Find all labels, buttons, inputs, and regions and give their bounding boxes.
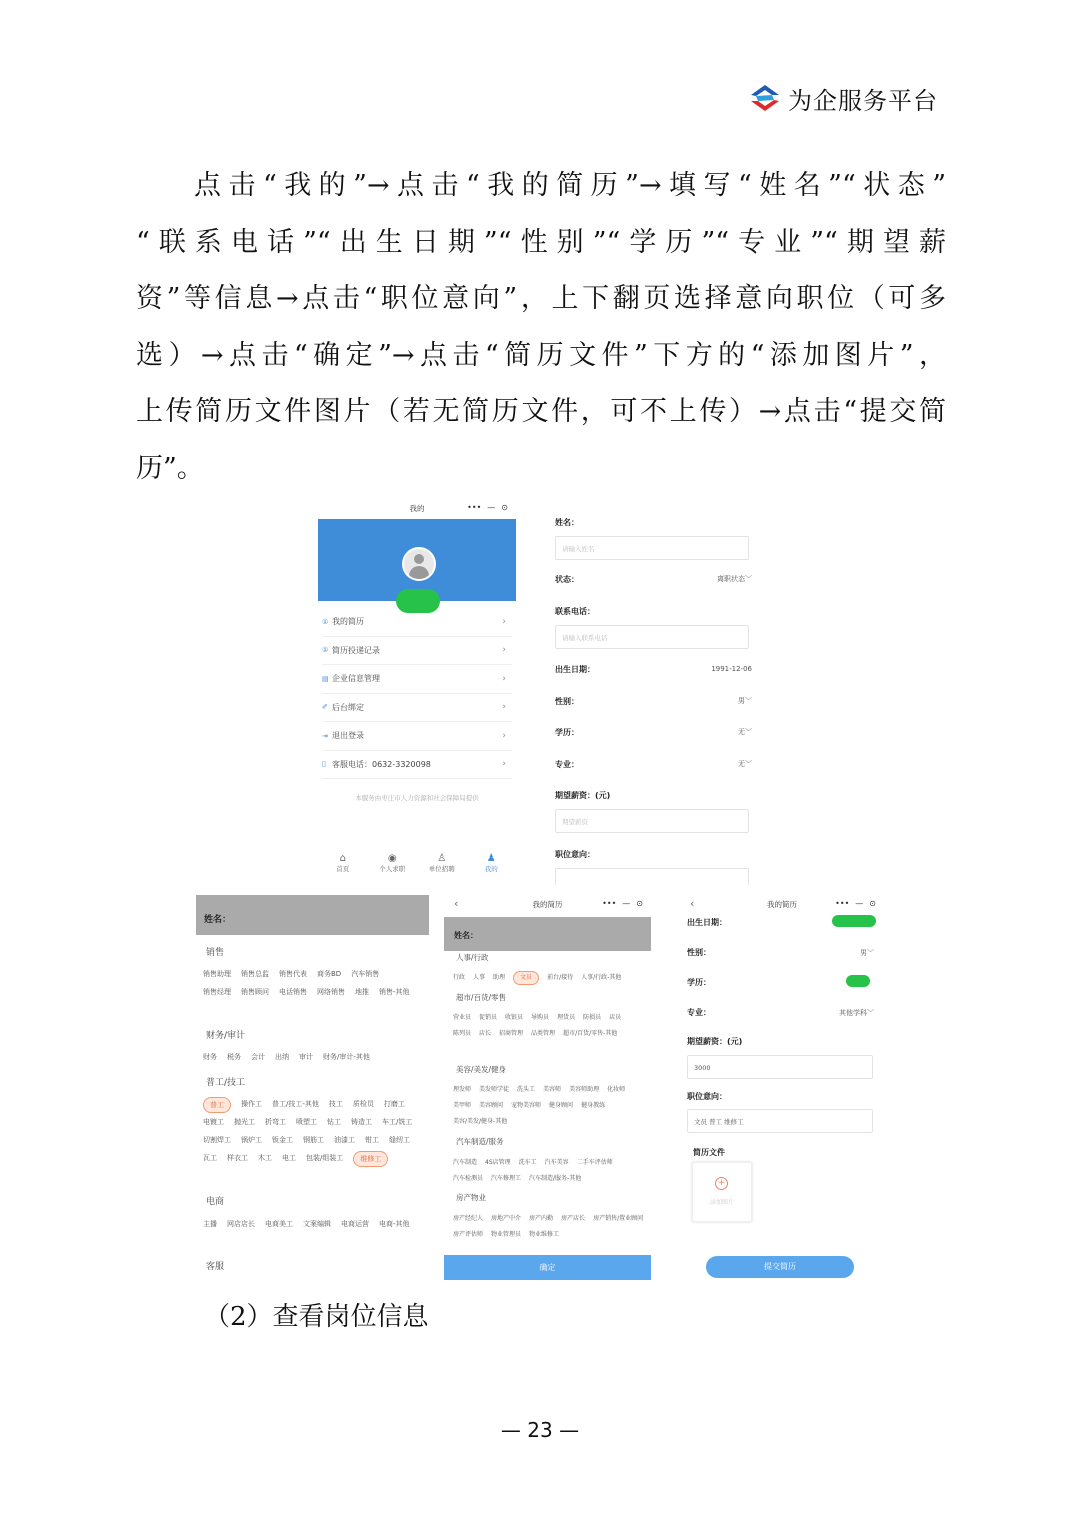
info-icon: ①	[322, 646, 329, 655]
education-select[interactable]	[738, 727, 752, 737]
category-title: 超市/百货/零售	[456, 993, 507, 1002]
chip-group-realestate	[453, 1211, 651, 1243]
job-chip[interactable]: 健身顾问	[549, 1102, 574, 1109]
job-chip[interactable]: 人事/行政-其他	[581, 974, 622, 981]
job-chip[interactable]: 房产店长	[561, 1215, 586, 1222]
tab-mine[interactable]	[469, 853, 514, 873]
category-title: 美容/美发/健身	[456, 1065, 507, 1074]
job-chip[interactable]: 陈列员	[453, 1030, 472, 1037]
screen-title: 我的简历	[767, 899, 797, 909]
menu-item-label: 简历投递记录	[332, 645, 380, 655]
job-chip[interactable]: 店员	[609, 1014, 622, 1021]
major-select[interactable]	[738, 759, 752, 769]
close-icon[interactable]: ⊙	[636, 899, 643, 908]
job-chip[interactable]: 房产评估师	[453, 1231, 484, 1238]
job-chip[interactable]: 销售经理	[203, 988, 231, 996]
gender-value: 男	[738, 697, 745, 705]
job-chip[interactable]: 商务BD	[317, 970, 342, 978]
chip-group-ecommerce	[203, 1215, 423, 1233]
menu-item-service-phone[interactable]	[322, 751, 512, 780]
category-title: 客服	[206, 1262, 225, 1272]
chevron-down-icon: ﹀	[745, 697, 752, 705]
users-icon: ♙	[437, 853, 447, 864]
screen-mine	[318, 499, 516, 881]
job-chip[interactable]: 销售助理	[203, 970, 231, 978]
status-label: 状态：	[555, 575, 579, 584]
add-image-label: 添加图片	[709, 1199, 734, 1206]
tab-label: 首页	[336, 865, 350, 873]
chevron-right-icon: ›	[502, 702, 506, 713]
chip-group-beauty	[453, 1082, 651, 1130]
paragraph-line: 点击“我的”→点击“我的简历”→填写“姓名”“状态”	[194, 170, 946, 201]
overlay-header	[444, 917, 651, 951]
gender-label: 性别：	[555, 697, 579, 706]
minimize-icon[interactable]: —	[622, 899, 631, 908]
job-chip[interactable]: 美发师学徒	[479, 1086, 510, 1093]
job-chip[interactable]: 汽车修理工	[491, 1175, 522, 1182]
salary-input[interactable]: 期望薪资	[555, 809, 749, 833]
confirm-button[interactable]: 确定	[444, 1255, 651, 1280]
job-chip[interactable]: 电话销售	[279, 988, 307, 996]
job-chip[interactable]: 钳工	[365, 1136, 379, 1144]
document-icon: ▤	[322, 674, 329, 683]
job-chip[interactable]: 打磨工	[383, 1100, 405, 1108]
job-chip[interactable]: 操作工	[241, 1100, 262, 1108]
menu-item-label: 我的简历	[332, 617, 364, 627]
minimize-icon[interactable]: —	[855, 899, 864, 908]
chip-group-finance	[203, 1048, 423, 1066]
paragraph-line: 历”。	[136, 452, 204, 484]
screen-job-intent-2	[444, 895, 651, 1280]
job-chip[interactable]: 招商管理	[499, 1030, 524, 1037]
instruction-paragraph	[136, 158, 946, 497]
job-chip[interactable]: 理发师	[453, 1086, 472, 1093]
job-chip[interactable]: 电工	[282, 1154, 296, 1162]
birth-label: 出生日期：	[687, 918, 727, 927]
job-chip[interactable]: 折弯工	[265, 1118, 286, 1126]
birth-value[interactable]: 1991-12-06	[711, 665, 752, 673]
person-icon: ◉	[387, 853, 397, 864]
mine-menu	[322, 608, 512, 779]
screen-title: 我的	[409, 503, 425, 513]
job-chip[interactable]: 促销员	[479, 1014, 498, 1021]
job-chip[interactable]: 销售-其他	[379, 988, 410, 996]
job-chip[interactable]: 房产内勤	[529, 1215, 554, 1222]
section-heading: （2）查看岗位信息	[204, 1302, 429, 1332]
job-chip[interactable]: 车工/铣工	[382, 1118, 413, 1126]
name-label: 姓名：	[454, 931, 478, 940]
plus-icon: +	[715, 1177, 728, 1190]
job-chip[interactable]: 财务/审计-其他	[323, 1053, 370, 1061]
name-label: 姓名：	[555, 518, 579, 527]
job-chip[interactable]: 普工	[203, 1097, 231, 1113]
job-chip[interactable]: 油漆工	[334, 1136, 355, 1144]
close-icon[interactable]: ⊙	[869, 899, 876, 908]
screen-job-intent-1	[196, 895, 429, 1280]
intent-label: 职位意向：	[687, 1092, 727, 1101]
page-number: — 23 —	[500, 1418, 580, 1442]
redacted-birth	[832, 915, 876, 927]
chevron-down-icon: ﹀	[867, 949, 874, 957]
job-chip[interactable]: 品类管理	[531, 1030, 556, 1037]
education-label: 学历：	[687, 978, 711, 987]
status-select[interactable]	[717, 574, 752, 584]
screen-resume-submit	[680, 895, 884, 1280]
paragraph-line: 上传简历文件图片（若无简历文件，可不上传）→点击“提交简	[136, 396, 946, 427]
link-icon: ✐	[322, 703, 328, 712]
job-chip[interactable]: 缝纫工	[389, 1136, 410, 1144]
menu-item-my-resume[interactable]	[322, 608, 512, 637]
job-chip[interactable]: 钢筋工	[303, 1136, 324, 1144]
paragraph-line: 资”等信息→点击“职位意向”，上下翻页选择意向职位（可多	[136, 283, 946, 314]
job-chip[interactable]: 理货员	[557, 1014, 576, 1021]
tab-label: 单位招聘	[428, 865, 455, 873]
job-chip[interactable]: 洗车工	[518, 1159, 537, 1166]
job-chip[interactable]: 健身教练	[581, 1102, 606, 1109]
education-label: 学历：	[555, 728, 579, 737]
back-icon[interactable]: ‹	[690, 897, 695, 910]
menu-item-label: 客服电话：0632-3320098	[332, 759, 431, 769]
job-chip[interactable]: 4S店管理	[485, 1159, 511, 1166]
chevron-down-icon: ﹀	[867, 1009, 874, 1017]
birth-label: 出生日期：	[555, 665, 595, 674]
job-chip[interactable]: 审计	[299, 1053, 313, 1061]
platform-logo-icon	[748, 81, 782, 115]
bottom-nav	[318, 853, 516, 873]
back-icon[interactable]: ‹	[454, 897, 459, 910]
more-icon[interactable]: •••	[467, 503, 482, 512]
more-icon[interactable]: •••	[835, 899, 850, 908]
major-value: 其他学科	[839, 1009, 867, 1017]
gender-select[interactable]	[738, 696, 752, 706]
job-chip[interactable]: 汽车美容	[544, 1159, 569, 1166]
job-chip[interactable]: 普工/技工-其他	[272, 1100, 319, 1108]
minimize-icon[interactable]: —	[487, 503, 496, 512]
category-title: 房产物业	[456, 1193, 486, 1202]
menu-item-label: 退出登录	[332, 731, 364, 741]
screen-resume-form	[548, 507, 758, 885]
menu-item-backend-bind[interactable]	[322, 694, 512, 723]
job-chip[interactable]: 电镀工	[203, 1118, 224, 1126]
title-bar	[680, 895, 884, 913]
phone-label: 联系电话：	[555, 607, 595, 616]
title-bar	[444, 895, 651, 913]
job-chip[interactable]: 化妆师	[607, 1086, 626, 1093]
more-icon[interactable]: •••	[602, 899, 617, 908]
intent-input[interactable]: 文员 普工 维修工	[687, 1109, 873, 1133]
job-chip[interactable]: 二手车评估师	[576, 1159, 613, 1166]
intent-input[interactable]	[555, 868, 749, 885]
job-chip[interactable]: 美甲师	[453, 1102, 472, 1109]
chip-group-retail	[453, 1010, 651, 1042]
category-title: 人事/行政	[456, 953, 489, 962]
profile-banner	[318, 519, 516, 601]
category-title: 财务/审计	[206, 1031, 246, 1041]
menu-item-delivery-record[interactable]	[322, 637, 512, 666]
logout-icon: ⇥	[322, 731, 328, 740]
redacted-education	[846, 975, 870, 987]
job-chip[interactable]: 房产销售/置业顾问	[593, 1215, 644, 1222]
job-chip[interactable]: 钻工	[327, 1118, 341, 1126]
job-chip[interactable]: 行政	[453, 974, 466, 981]
job-chip[interactable]: 店长	[479, 1030, 492, 1037]
chevron-right-icon: ›	[502, 616, 506, 627]
phone-input[interactable]: 请输入联系电话	[555, 625, 749, 649]
job-chip[interactable]: 木工	[258, 1154, 272, 1162]
salary-label: 期望薪资：(元)	[687, 1037, 743, 1046]
job-chip[interactable]: 网络销售	[317, 988, 345, 996]
job-chip[interactable]: 瓦工	[203, 1154, 217, 1162]
overlay-header	[196, 895, 429, 935]
chip-group-auto	[453, 1155, 651, 1187]
job-chip[interactable]: 锅炉工	[241, 1136, 262, 1144]
job-chip[interactable]: 切割焊工	[203, 1136, 231, 1144]
job-chip[interactable]: 主播	[203, 1220, 217, 1228]
job-chip[interactable]: 收银员	[505, 1014, 524, 1021]
job-chip[interactable]: 维修工	[353, 1151, 388, 1167]
education-value: 无	[738, 728, 745, 736]
screen-title: 我的简历	[532, 899, 563, 909]
intent-label: 职位意向：	[555, 850, 595, 859]
job-chip[interactable]: 防损员	[583, 1014, 602, 1021]
job-chip[interactable]: 电商运营	[341, 1220, 369, 1228]
chevron-right-icon: ›	[502, 645, 506, 656]
salary-label: 期望薪资：(元)	[555, 791, 611, 800]
resume-file-label: 简历文件	[693, 1148, 725, 1157]
job-chip[interactable]: 洗头工	[517, 1086, 536, 1093]
gender-value: 男	[860, 949, 867, 957]
paragraph-line: 选）→点击“确定”→点击“简历文件”下方的“添加图片”，	[136, 339, 946, 371]
job-chip[interactable]: 美容师助理	[569, 1086, 600, 1093]
title-bar	[318, 499, 516, 517]
menu-item-label: 后台绑定	[332, 702, 364, 712]
tab-label: 我的	[484, 865, 498, 873]
avatar[interactable]	[402, 547, 436, 581]
menu-item-label: 企业信息管理	[332, 674, 380, 684]
chip-group-worker	[203, 1095, 423, 1167]
job-chip[interactable]: 超市/百货/零售-其他	[563, 1030, 618, 1037]
job-chip[interactable]: 文员	[513, 971, 539, 985]
job-chip[interactable]: 销售代表	[279, 970, 307, 978]
menu-item-logout[interactable]	[322, 722, 512, 751]
job-chip[interactable]: 技工	[328, 1100, 343, 1108]
job-chip[interactable]: 喷塑工	[296, 1118, 317, 1126]
gender-select[interactable]	[860, 948, 874, 958]
job-chip[interactable]: 抛光工	[234, 1118, 255, 1126]
job-chip[interactable]: 美容/美发/健身-其他	[453, 1118, 508, 1125]
job-chip[interactable]: 汽车销售	[351, 970, 380, 978]
major-select[interactable]	[839, 1008, 874, 1018]
job-chip[interactable]: 财务	[203, 1053, 217, 1061]
job-chip[interactable]: 营业员	[453, 1014, 472, 1021]
job-chip[interactable]: 销售顾问	[241, 988, 269, 996]
brand-header	[748, 78, 938, 118]
tab-label: 个人求职	[379, 865, 406, 873]
name-input[interactable]: 请输入姓名	[555, 536, 749, 560]
job-chip[interactable]: 电商美工	[265, 1220, 293, 1228]
gender-label: 性别：	[687, 948, 711, 957]
job-chip[interactable]: 助理	[493, 974, 506, 981]
job-chip[interactable]: 会计	[251, 1053, 265, 1061]
chip-group-hr	[453, 970, 651, 986]
job-chip[interactable]: 销售总监	[241, 970, 269, 978]
category-title: 汽车制造/服务	[456, 1137, 504, 1146]
job-chip[interactable]: 美容师	[543, 1086, 562, 1093]
name-label: 姓名：	[204, 915, 232, 925]
chip-group-sales	[203, 965, 423, 1001]
salary-input[interactable]: 3000	[687, 1055, 873, 1079]
job-chip[interactable]: 汽车制造	[453, 1159, 478, 1166]
job-chip[interactable]: 质检员	[352, 1100, 374, 1108]
chevron-right-icon: ›	[502, 673, 506, 684]
menu-item-company-info[interactable]	[322, 665, 512, 694]
home-icon: ⌂	[339, 853, 346, 864]
job-chip[interactable]: 前台/接待	[547, 974, 574, 981]
category-title: 销售	[206, 948, 225, 958]
job-chip[interactable]: 网店店长	[227, 1220, 255, 1228]
category-title: 电商	[206, 1197, 225, 1207]
paragraph-line: “联系电话”“出生日期”“性别”“学历”“专业”“期望薪	[136, 226, 946, 258]
add-image-button[interactable]	[692, 1162, 752, 1222]
job-chip[interactable]: 房地产中介	[491, 1215, 522, 1222]
chevron-down-icon: ﹀	[745, 575, 752, 583]
job-chip[interactable]: 税务	[227, 1053, 241, 1061]
job-chip[interactable]: 导购员	[531, 1014, 550, 1021]
job-chip[interactable]: 地推	[355, 988, 369, 996]
job-chip[interactable]: 房产经纪人	[453, 1215, 484, 1222]
tab-home[interactable]	[320, 853, 365, 873]
chevron-right-icon: ›	[502, 730, 506, 741]
job-chip[interactable]: 物业维修工	[529, 1231, 560, 1238]
category-title: 普工/技工	[206, 1078, 246, 1088]
status-value: 离职状态	[717, 575, 745, 583]
major-label: 专业：	[687, 1008, 711, 1017]
job-chip[interactable]: 电商-其他	[379, 1220, 410, 1228]
job-chip[interactable]: 出纳	[275, 1053, 289, 1061]
job-chip[interactable]: 物业管理员	[491, 1231, 522, 1238]
job-chip[interactable]: 钣金工	[272, 1136, 293, 1144]
job-chip[interactable]: 宠物美容师	[511, 1102, 542, 1109]
job-chip[interactable]: 样衣工	[227, 1154, 248, 1162]
chevron-right-icon: ›	[502, 759, 506, 770]
job-chip[interactable]: 人事	[473, 974, 486, 981]
job-chip[interactable]: 铸造工	[351, 1118, 372, 1126]
chevron-down-icon: ﹀	[745, 728, 752, 736]
job-chip[interactable]: 文案编辑	[303, 1220, 331, 1228]
job-chip[interactable]: 汽车检测员	[453, 1175, 484, 1182]
user-icon: ♟	[486, 853, 496, 864]
major-label: 专业：	[555, 760, 579, 769]
major-value: 无	[738, 760, 745, 768]
chevron-down-icon: ﹀	[745, 760, 752, 768]
tab-job-seeking[interactable]	[370, 853, 415, 873]
job-chip[interactable]: 汽车制造/服务-其他	[529, 1175, 582, 1182]
phone-icon: ▯	[322, 760, 326, 769]
job-chip[interactable]: 美容顾问	[479, 1102, 504, 1109]
service-footer: 本服务由枣庄市人力资源和社会保障局提供	[355, 794, 479, 802]
info-icon: ①	[322, 617, 329, 626]
submit-resume-button[interactable]: 提交简历	[706, 1256, 854, 1278]
job-chip[interactable]: 包装/组装工	[306, 1154, 344, 1162]
close-icon[interactable]: ⊙	[501, 503, 508, 512]
tab-recruit[interactable]	[419, 853, 464, 873]
brand-title: 为企服务平台	[788, 86, 938, 115]
